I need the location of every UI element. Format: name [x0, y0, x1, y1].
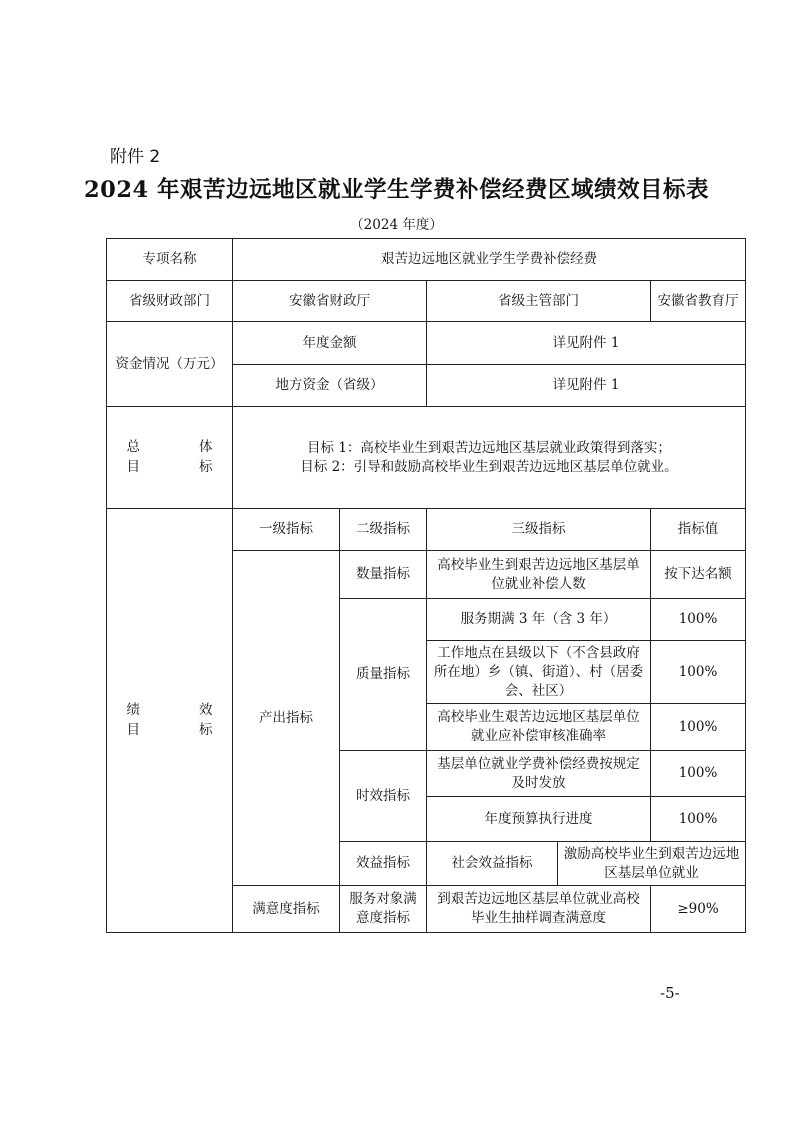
header-level1: 一级指标	[233, 509, 340, 551]
performance-target-table	[106, 238, 746, 933]
table-row	[107, 407, 746, 509]
page-number: -5-	[660, 984, 680, 1002]
indicator-value: ≥90%	[651, 886, 746, 933]
performance-label-char: 标	[199, 722, 213, 738]
indicator-value: 100%	[651, 797, 746, 842]
satisfaction-indicator-label: 满意度指标	[233, 886, 340, 933]
output-indicator-label: 产出指标	[233, 551, 340, 886]
indicator-text: 到艰苦边远地区基层单位就业高校毕业生抽样调查满意度	[427, 886, 651, 933]
table-row	[107, 322, 746, 365]
finance-dept-label: 省级财政部门	[107, 281, 233, 322]
indicator-text: 基层单位就业学费补偿经费按规定及时发放	[427, 751, 651, 797]
table-row	[107, 281, 746, 322]
table-row	[107, 509, 746, 551]
indicator-text: 高校毕业生艰苦边远地区基层单位就业应补偿审核准确率	[427, 704, 651, 751]
indicator-text: 服务期满 3 年（含 3 年）	[427, 599, 651, 641]
overall-label-char: 目	[126, 459, 140, 475]
overall-goal-label	[107, 407, 233, 509]
indicator-value: 100%	[651, 704, 746, 751]
indicator-text: 年度预算执行进度	[427, 797, 651, 842]
annual-amount-value: 详见附件 1	[427, 322, 746, 365]
indicator-text: 激励高校毕业生到艰苦边远地区基层单位就业	[558, 842, 746, 886]
performance-label-char: 绩	[126, 702, 140, 718]
project-name-label: 专项名称	[107, 239, 233, 281]
time-indicator-label: 时效指标	[340, 751, 427, 842]
header-level3: 三级指标	[427, 509, 651, 551]
social-benefit-label: 社会效益指标	[427, 842, 558, 886]
document-subtitle: （2024 年度）	[350, 217, 443, 233]
annual-amount-label: 年度金额	[233, 322, 427, 365]
local-funds-value: 详见附件 1	[427, 365, 746, 407]
indicator-value: 按下达名额	[651, 551, 746, 599]
indicator-value: 100%	[651, 599, 746, 641]
admin-dept-label: 省级主管部门	[427, 281, 651, 322]
performance-label-char: 目	[126, 722, 140, 738]
attachment-label: 附件 2	[110, 147, 161, 167]
table-row	[107, 239, 746, 281]
overall-goal-content	[233, 407, 746, 509]
indicator-value: 100%	[651, 751, 746, 797]
overall-label-char: 标	[199, 459, 213, 475]
document-title: 2024 年艰苦边远地区就业学生学费补偿经费区域绩效目标表	[84, 177, 709, 203]
indicator-text: 高校毕业生到艰苦边远地区基层单位就业补偿人数	[427, 551, 651, 599]
service-satisfaction-label: 服务对象满意度指标	[340, 886, 427, 933]
quality-indicator-label: 质量指标	[340, 599, 427, 751]
benefit-indicator-label: 效益指标	[340, 842, 427, 886]
goal-1: 目标 1：高校毕业生到艰苦边远地区基层就业政策得到落实；	[307, 439, 671, 456]
funds-label: 资金情况（万元）	[107, 322, 233, 407]
header-value: 指标值	[651, 509, 746, 551]
project-name-value: 艰苦边远地区就业学生学费补偿经费	[233, 239, 746, 281]
performance-goal-label	[107, 509, 233, 933]
performance-label-char: 效	[199, 702, 213, 718]
goal-2: 目标 2：引导和鼓励高校毕业生到艰苦边远地区基层单位就业。	[300, 458, 678, 475]
admin-dept-value: 安徽省教育厅	[651, 281, 746, 322]
quantity-indicator-label: 数量指标	[340, 551, 427, 599]
local-funds-label: 地方资金（省级）	[233, 365, 427, 407]
finance-dept-value: 安徽省财政厅	[233, 281, 427, 322]
overall-label-char: 总	[126, 439, 140, 455]
header-level2: 二级指标	[340, 509, 427, 551]
indicator-text: 工作地点在县级以下（不含县政府所在地）乡（镇、街道）、村（居委会、社区）	[427, 641, 651, 704]
overall-label-char: 体	[199, 439, 213, 455]
indicator-value: 100%	[651, 641, 746, 704]
